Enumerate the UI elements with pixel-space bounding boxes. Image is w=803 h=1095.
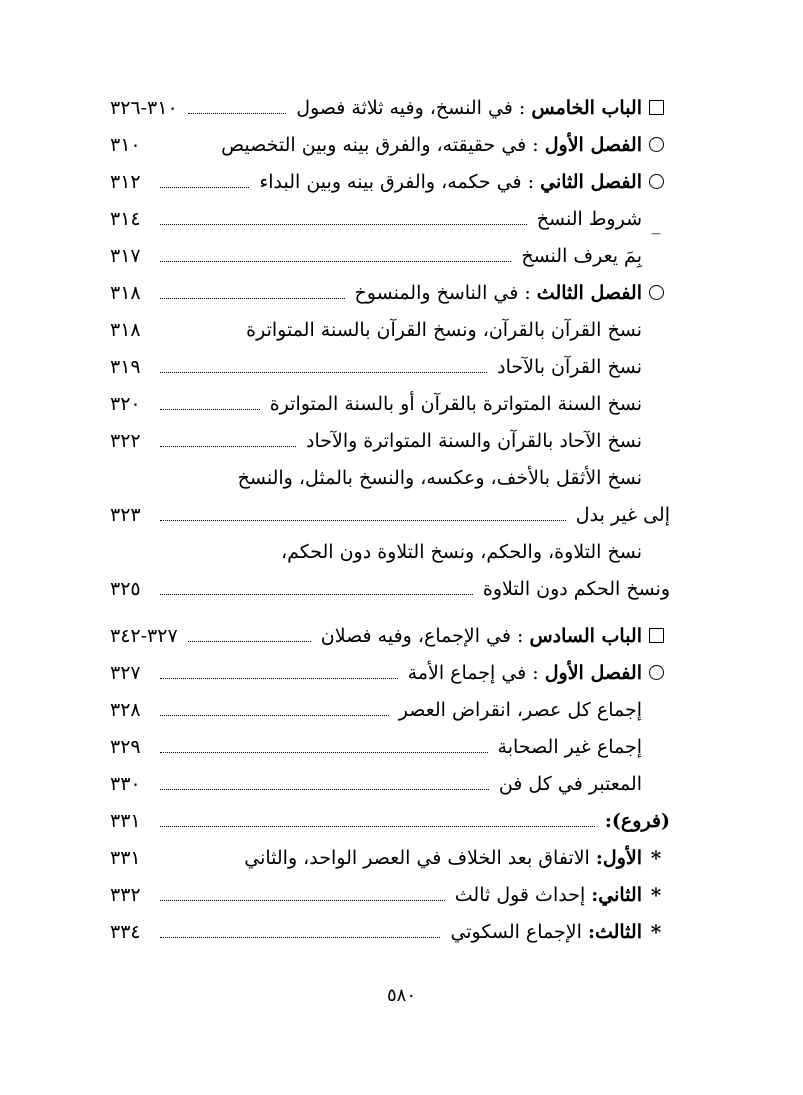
toc-entry — [110, 422, 670, 459]
leader-dots — [160, 224, 527, 225]
toc-entry-title — [408, 662, 642, 684]
toc-entry — [110, 89, 670, 126]
leader-dots — [160, 594, 473, 595]
toc-entry — [110, 617, 670, 654]
toc-entry-text: : في إجماع الأمة — [407, 661, 545, 684]
page-number: ٥٨٠ — [386, 985, 416, 1006]
toc-entry — [110, 533, 670, 570]
toc-entry-title — [455, 884, 642, 906]
toc-entry — [110, 654, 670, 691]
toc-entry-title — [259, 171, 642, 193]
toc-entry-text: نسخ التلاوة، والحكم، ونسخ التلاوة دون الحكم، — [280, 540, 642, 563]
toc-entry — [110, 913, 670, 950]
leader-dots — [160, 187, 249, 188]
toc-entry-title — [281, 541, 642, 563]
toc-entry — [110, 570, 670, 607]
toc-entry-text: : في الناسخ والمنسوخ — [354, 281, 537, 304]
toc-entry-text: ونسخ الحكم دون التلاوة — [482, 577, 670, 600]
leader-dots — [160, 298, 345, 299]
toc-entry-heading: الأول: — [595, 846, 642, 869]
toc-entry-text: : في النسخ، وفيه ثلاثة فصول — [296, 96, 532, 119]
toc-page-number: ٣١٨ — [110, 318, 141, 341]
toc-entry-heading: الباب الخامس — [531, 96, 642, 119]
toc-page-number: ٣٢٣ — [110, 503, 141, 526]
toc-entry-heading: الفصل الأول — [544, 133, 642, 156]
toc-entry-text: إجماع كل عصر، انقراض العصر — [398, 698, 642, 721]
toc-page-number: ٣١٠ — [110, 133, 141, 156]
toc-entry-title — [306, 430, 642, 452]
toc-page-number: ٣١٢ — [110, 170, 141, 193]
toc-entry — [110, 237, 670, 274]
toc-entry — [110, 385, 670, 422]
toc-entry-title — [450, 921, 642, 943]
asterisk-bullet-icon: * — [650, 845, 662, 870]
toc-entry — [110, 274, 670, 311]
toc-page-number: ٣٢٧-٣٤٢ — [110, 624, 178, 647]
leader-dots — [160, 900, 445, 901]
toc-entry — [110, 876, 670, 913]
asterisk-bullet-icon: * — [650, 919, 662, 944]
leader-dots — [160, 678, 398, 679]
dash-bullet-icon: _ — [651, 214, 661, 235]
toc-page-number: ٣١٩ — [110, 355, 141, 378]
toc-page-number: ٣٢٧ — [110, 661, 141, 684]
toc-page-number: ٣١٨ — [110, 281, 141, 304]
toc-page-number: ٣٢٥ — [110, 577, 141, 600]
toc-entry-title — [296, 97, 642, 119]
toc-entry-title — [576, 504, 670, 526]
toc-entry-title — [270, 393, 642, 415]
toc-entry — [110, 311, 670, 348]
toc-entry-title — [238, 467, 642, 489]
toc-page-number: ٣٣١ — [110, 846, 141, 869]
leader-dots — [160, 261, 511, 262]
toc-entry-title — [246, 319, 642, 341]
toc-entry-heading: الفصل الثاني — [540, 170, 642, 193]
toc-page-number: ٣٣٤ — [110, 920, 141, 943]
toc-entry — [110, 496, 670, 533]
toc-page-number: ٣٢٢ — [110, 429, 141, 452]
toc-page-number: ٣٣٢ — [110, 883, 141, 906]
toc-entry — [110, 163, 670, 200]
toc-entry — [110, 126, 670, 163]
toc-entry-title — [244, 847, 642, 869]
toc-entry-text: نسخ الآحاد بالقرآن والسنة المتواترة والآحاد — [305, 429, 642, 452]
toc-entry-title — [355, 282, 642, 304]
toc-entry-heading: الفصل الثالث — [536, 281, 642, 304]
toc-page-number: ٣٢٨ — [110, 698, 141, 721]
leader-dots — [160, 520, 566, 521]
leader-dots — [188, 113, 287, 114]
circle-bullet-icon — [642, 137, 670, 152]
circle-bullet-icon — [642, 665, 670, 680]
square-bullet-icon — [642, 100, 670, 115]
toc-page-number: ٣٣٠ — [110, 772, 141, 795]
circle-bullet-icon — [642, 285, 670, 300]
toc-entry — [110, 765, 670, 802]
leader-dots — [160, 752, 488, 753]
toc-entry-text: : في حكمه، والفرق بينه وبين البداء — [259, 170, 541, 193]
toc-entry-text: بِمَ يعرف النسخ — [521, 244, 642, 267]
leader-dots — [160, 789, 489, 790]
toc-entry-heading: الثاني: — [591, 883, 642, 906]
toc-entry-title — [483, 578, 670, 600]
toc-entry-title — [605, 810, 670, 832]
toc-entry-title — [321, 625, 642, 647]
toc-entry-text: إحداث قول ثالث — [454, 883, 592, 906]
toc-entry — [110, 802, 670, 839]
toc-entry-heading: (فروع): — [604, 809, 670, 832]
toc-entry-text: إجماع غير الصحابة — [497, 735, 642, 758]
toc-page-number: ٣٢٠ — [110, 392, 141, 415]
toc-entry — [110, 200, 670, 237]
toc-entry-text: نسخ السنة المتواترة بالقرآن أو بالسنة المتواترة — [269, 392, 642, 415]
toc-entry — [110, 348, 670, 385]
toc-entry-heading: الثالث: — [587, 920, 642, 943]
asterisk-bullet-icon: * — [650, 882, 662, 907]
leader-dots — [160, 715, 389, 716]
toc-entry — [110, 839, 670, 876]
toc-entry-text: : في الإجماع، وفيه فصلان — [320, 624, 530, 647]
toc-entry-title — [399, 699, 642, 721]
toc-page-number: ٣١٧ — [110, 244, 141, 267]
toc-entry-text: المعتبر في كل فن — [498, 772, 642, 795]
toc-entry-text: شروط النسخ — [536, 207, 642, 230]
toc-entry-text: إلى غير بدل — [575, 503, 670, 526]
toc-entry-title — [498, 736, 642, 758]
leader-dots — [160, 409, 260, 410]
leader-dots — [160, 372, 487, 373]
toc-entry-title — [221, 134, 642, 156]
toc-entry — [110, 691, 670, 728]
circle-bullet-icon — [642, 174, 670, 189]
square-bullet-icon — [642, 628, 670, 643]
toc-page-number: ٣١٠-٣٢٦ — [110, 96, 178, 119]
toc-entry — [110, 728, 670, 765]
leader-dots — [160, 937, 440, 938]
toc-entry-text: نسخ الأثقل بالأخف، وعكسه، والنسخ بالمثل، والنسخ — [237, 466, 642, 489]
leader-dots — [188, 641, 311, 642]
toc-entry-text: الإجماع السكوتي — [450, 920, 588, 943]
toc-page-number: ٣١٤ — [110, 207, 141, 230]
toc-page-number: ٣٣١ — [110, 809, 141, 832]
toc-entry-text: نسخ القرآن بالقرآن، ونسخ القرآن بالسنة المتواترة — [246, 318, 642, 341]
toc-entry-text: نسخ القرآن بالآحاد — [497, 355, 642, 378]
toc-entry-heading: الباب السادس — [529, 624, 642, 647]
toc-entry-text: : في حقيقته، والفرق بينه وبين التخصيص — [221, 133, 545, 156]
toc-entry-text: الاتفاق بعد الخلاف في العصر الواحد، والثاني — [244, 846, 596, 869]
toc-entry-title — [499, 773, 642, 795]
leader-dots — [160, 826, 595, 827]
leader-dots — [160, 446, 296, 447]
toc-entry-title — [497, 356, 642, 378]
toc-entry — [110, 459, 670, 496]
toc-entry-heading: الفصل الأول — [544, 661, 642, 684]
toc-page-number: ٣٢٩ — [110, 735, 141, 758]
toc-entry-title — [537, 208, 642, 230]
toc-entry-title — [521, 245, 642, 267]
